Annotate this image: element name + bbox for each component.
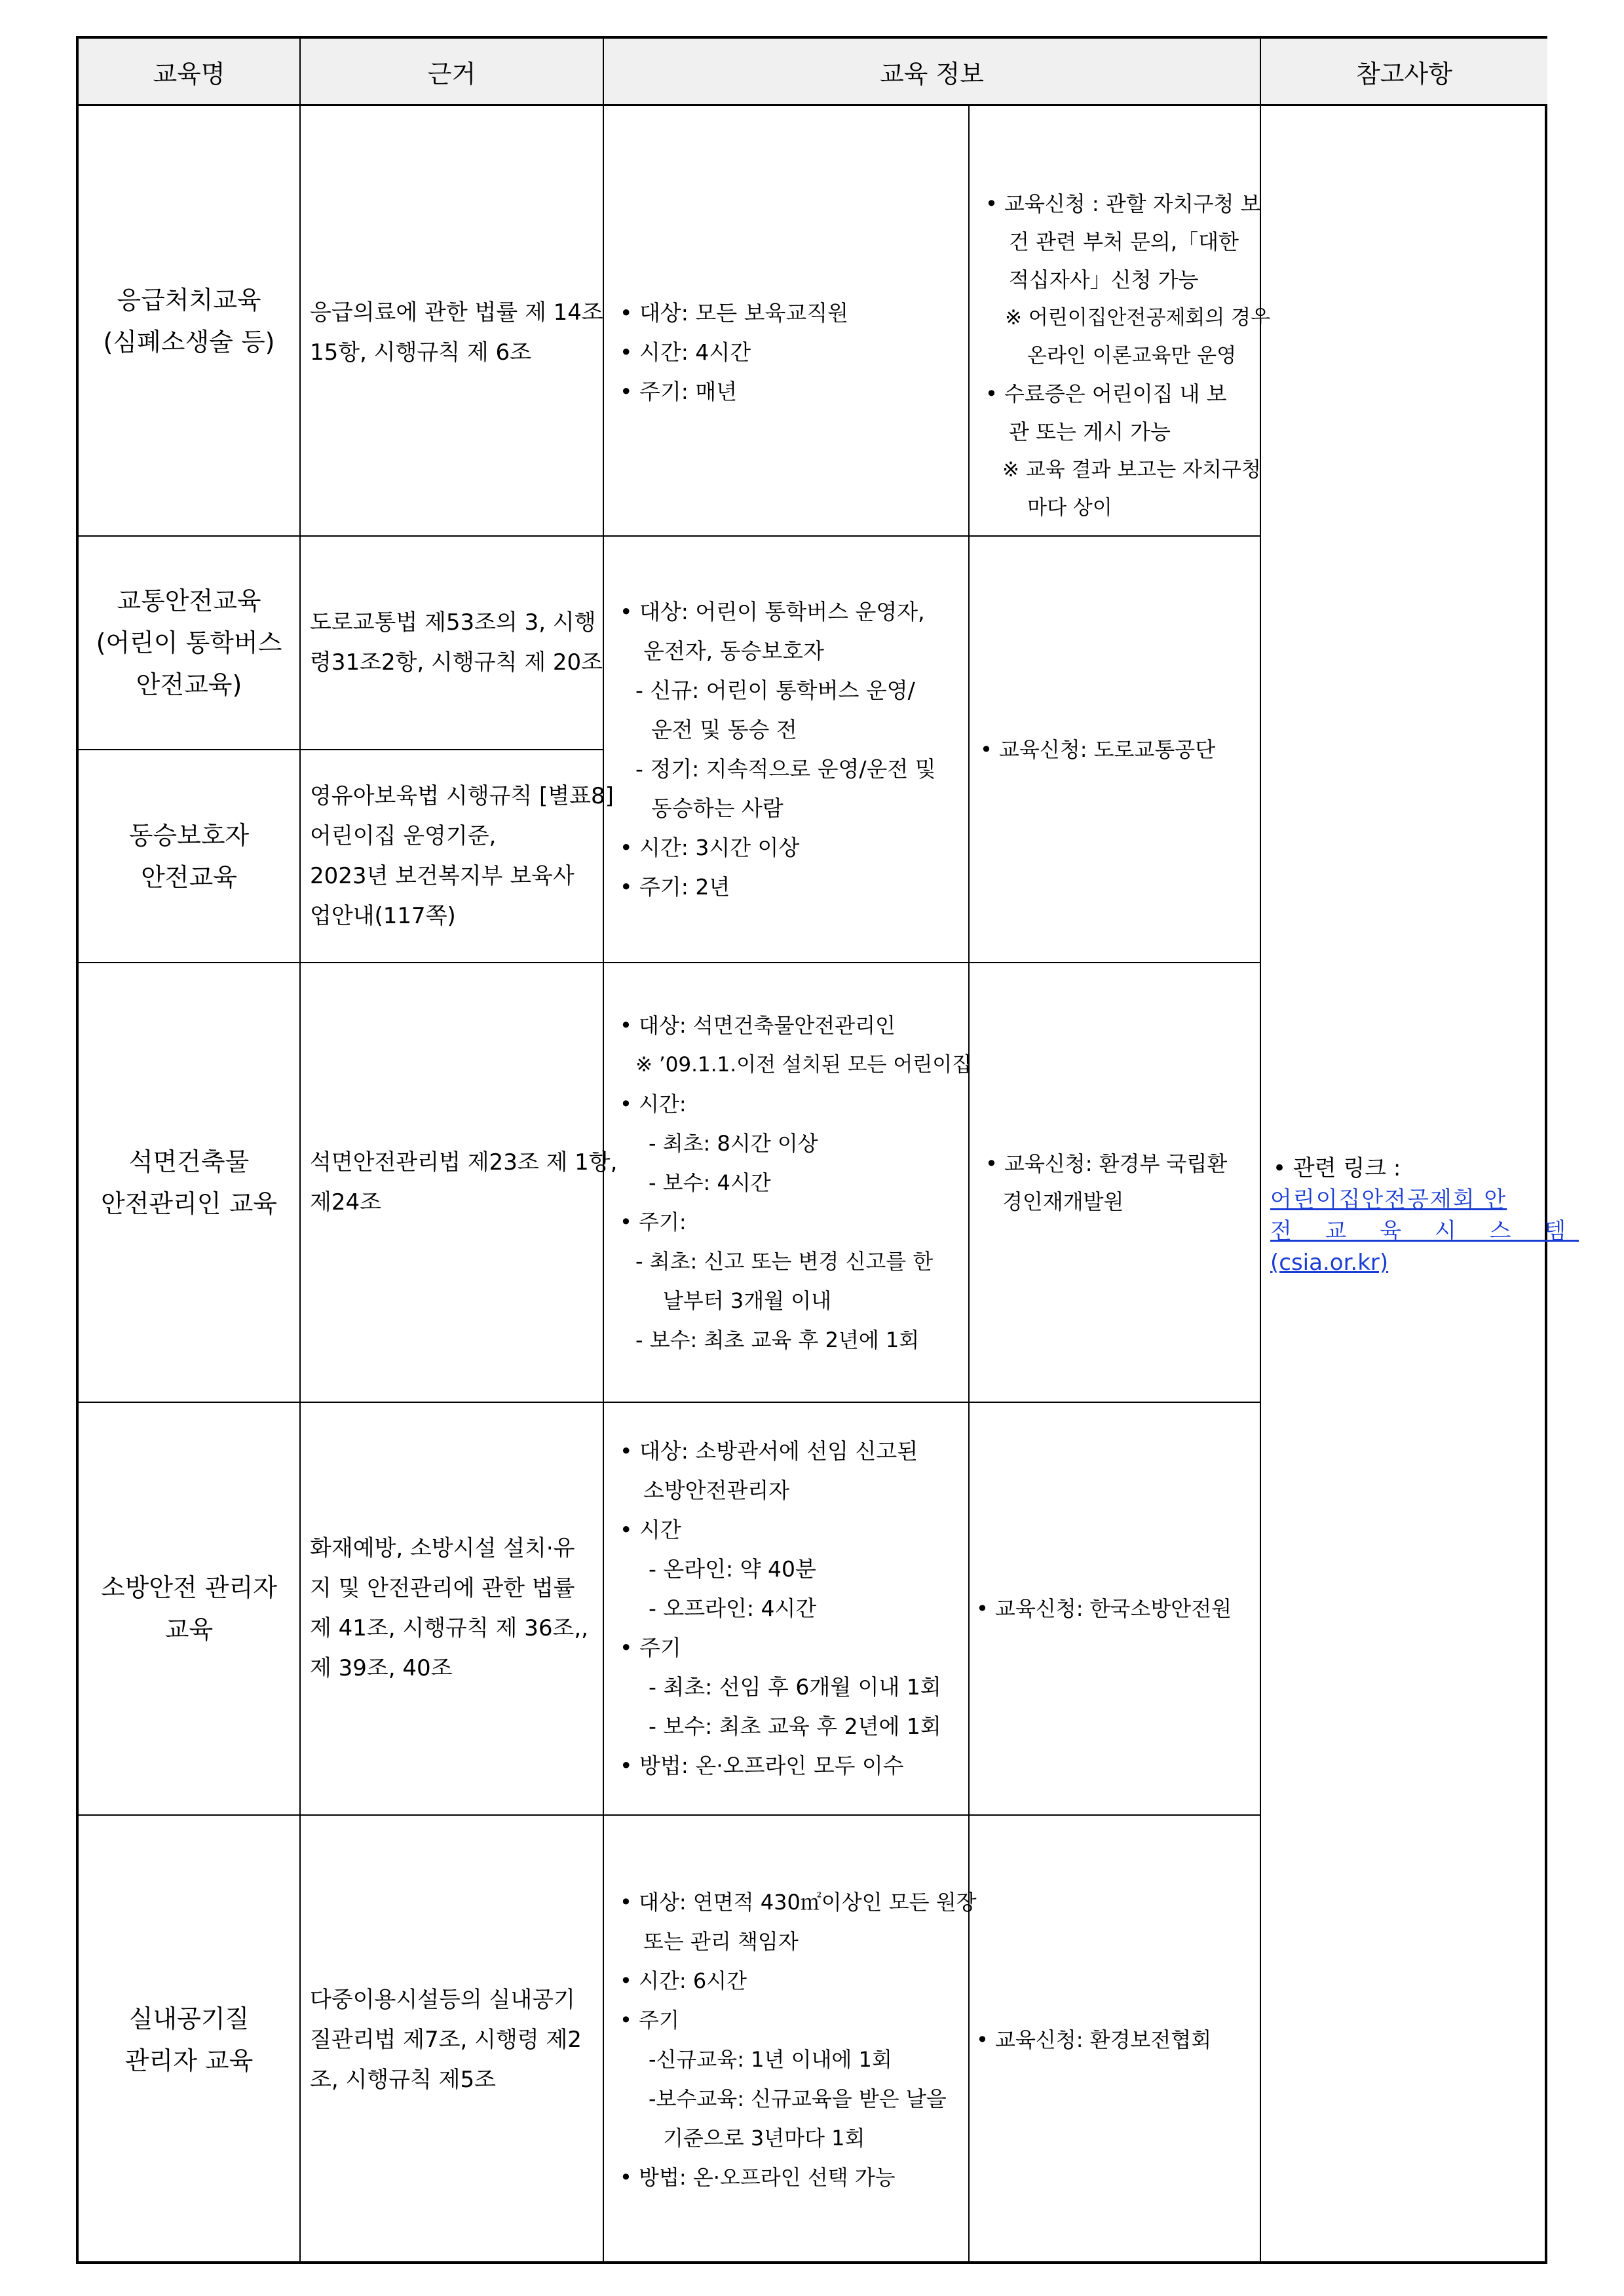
- row-air-name-line2: 관리자 교육: [124, 2046, 254, 2075]
- fire-info-time-online: - 온라인: 약 40분: [649, 1556, 816, 1582]
- row-escort-basis-line4: 업안내(117쪽): [310, 902, 456, 929]
- row-fire-basis-line3: 제 41조, 시행규칙 제 36조,,: [310, 1615, 588, 1641]
- traffic-info-new: - 신규: 어린이 통학버스 운영/: [635, 677, 915, 703]
- row-escort-basis-line3: 2023년 보건복지부 보육사: [310, 862, 575, 889]
- asbestos-info-time: • 시간:: [620, 1091, 687, 1117]
- air-info-cycle: • 주기: [620, 2008, 679, 2033]
- asbestos-info-cycle-first: - 최초: 신고 또는 변경 신고를 한: [635, 1248, 934, 1274]
- row-air-basis-line2: 질관리법 제7조, 시행령 제2: [310, 2026, 582, 2053]
- row-traffic-name-line2: (어린이 통학버스: [96, 628, 282, 657]
- row-fire-basis-line2: 지 및 안전관리에 관한 법률: [310, 1575, 575, 1601]
- row-cpr-info-cycle: • 주기: 매년: [620, 379, 738, 404]
- row-fire-name-line2: 교육: [164, 1615, 214, 1644]
- row-cpr-note-line5: 온라인 이론교육만 운영: [1027, 344, 1237, 368]
- asbestos-info-time-first: - 최초: 8시간 이상: [649, 1130, 818, 1156]
- fire-info-method: • 방법: 온·오프라인 모두 이수: [620, 1753, 904, 1778]
- row-traffic-basis-line1: 도로교통법 제53조의 3, 시행: [310, 609, 596, 636]
- air-info-method: • 방법: 온·오프라인 선택 가능: [620, 2165, 896, 2190]
- reference-link-line2[interactable]: 전 교 육 시 스 템: [1270, 1218, 1579, 1244]
- reference-label: • 관련 링크 :: [1273, 1155, 1401, 1181]
- air-info-target: • 대상: 연면적 430㎡이상인 모든 원장: [620, 1890, 977, 1915]
- row-cpr-note-line4: ※ 어린이집안전공제회의 경우: [1005, 306, 1271, 330]
- row-cpr-basis-line2: 15항, 시행규칙 제 6조: [310, 339, 532, 366]
- row-asbestos-basis: [301, 963, 618, 1403]
- row-cpr-info: [604, 106, 970, 537]
- traffic-info-regular-cont: 동승하는 사람: [651, 795, 784, 821]
- row-traffic-escort-note: [970, 537, 1261, 963]
- row-asbestos-basis-line1: 석면안전관리법 제23조 제 1항,: [310, 1149, 618, 1176]
- reference-link-line1[interactable]: 어린이집안전공제회 안: [1270, 1187, 1507, 1213]
- row-fire-basis-line4: 제 39조, 40조: [310, 1655, 453, 1681]
- traffic-info-regular: - 정기: 지속적으로 운영/운전 및: [635, 756, 936, 782]
- traffic-info-target-cont: 운전자, 동승보호자: [643, 638, 825, 664]
- asbestos-note-line1: • 교육신청: 환경부 국립환: [985, 1151, 1228, 1176]
- fire-info-cycle-first: - 최초: 선임 후 6개월 이내 1회: [649, 1674, 941, 1700]
- asbestos-info-note: ※ ’09.1.1.이전 설치된 모든 어린이집: [635, 1052, 972, 1077]
- row-fire-basis-line1: 화재예방, 소방시설 설치·유: [310, 1535, 575, 1561]
- row-asbestos-note: [970, 963, 1261, 1403]
- header-basis: 근거: [301, 39, 604, 106]
- row-traffic-name-line1: 교통안전교육: [117, 586, 261, 615]
- asbestos-info-cycle-refresh: - 보수: 최초 교육 후 2년에 1회: [635, 1327, 920, 1352]
- row-air-note: [970, 1816, 1261, 2264]
- row-cpr-note-line6: • 수료증은 어린이집 내 보: [985, 381, 1227, 406]
- air-info-cycle-refresh-cont: 기준으로 3년마다 1회: [663, 2126, 865, 2151]
- row-traffic-escort-info: [604, 537, 970, 963]
- asbestos-info-target: • 대상: 석면건축물안전관리인: [620, 1012, 896, 1038]
- air-info-cycle-new: -신규교육: 1년 이내에 1회: [649, 2047, 892, 2072]
- row-traffic-name-line3: 안전교육): [136, 670, 242, 699]
- row-escort-basis: [301, 750, 614, 963]
- row-air-basis: [301, 1816, 604, 2264]
- education-table: [76, 36, 1579, 2264]
- asbestos-note-line2: 경인재개발원: [1002, 1189, 1124, 1214]
- row-asbestos-basis-line2: 제24조: [310, 1189, 381, 1215]
- row-cpr-note-line2: 건 관련 부처 문의,「대한: [1009, 229, 1239, 254]
- air-note-apply: • 교육신청: 환경보전협회: [976, 2027, 1212, 2052]
- row-traffic-name: [79, 537, 301, 750]
- row-escort-basis-line2: 어린이집 운영기준,: [310, 822, 497, 849]
- row-air-name-line1: 실내공기질: [128, 2004, 250, 2033]
- row-fire-info: [604, 1403, 970, 1816]
- reference-cell: [1261, 106, 1579, 2264]
- air-info-cycle-refresh: -보수교육: 신규교육을 받은 날을: [649, 2086, 947, 2111]
- row-cpr-name-line2: (심폐소생술 등): [103, 327, 275, 356]
- row-cpr-basis: [301, 106, 604, 537]
- air-info-target-cont: 또는 관리 책임자: [643, 1929, 799, 1954]
- row-asbestos-name-line1: 석면건축물: [128, 1147, 250, 1176]
- row-cpr-note-line3: 적십자사」신청 가능: [1009, 267, 1199, 292]
- row-air-info: [604, 1816, 977, 2264]
- fire-info-cycle: • 주기: [620, 1635, 681, 1660]
- traffic-note-apply: • 교육신청: 도로교통공단: [980, 737, 1216, 762]
- row-asbestos-info: [604, 963, 970, 1403]
- asbestos-info-time-refresh: - 보수: 4시간: [649, 1170, 771, 1195]
- row-fire-name-line1: 소방안전 관리자: [100, 1573, 278, 1602]
- row-cpr-note: [970, 106, 1271, 537]
- row-fire-basis: [301, 1403, 604, 1816]
- row-fire-name: [79, 1403, 301, 1816]
- header-name: 교육명: [79, 39, 301, 106]
- reference-link-line3[interactable]: (csia.or.kr): [1270, 1250, 1389, 1276]
- row-escort-name-line1: 동승보호자: [128, 820, 250, 850]
- asbestos-info-cycle-first-cont: 날부터 3개월 이내: [663, 1288, 832, 1313]
- row-escort-name: [79, 750, 301, 963]
- fire-info-cycle-refresh: - 보수: 최초 교육 후 2년에 1회: [649, 1713, 941, 1739]
- row-fire-note: [970, 1403, 1261, 1816]
- row-escort-basis-line1: 영유아보육법 시행규칙 [별표8]: [310, 782, 614, 809]
- row-cpr-note-line9: 마다 상이: [1027, 496, 1112, 520]
- fire-note-apply: • 교육신청: 한국소방안전원: [976, 1596, 1232, 1621]
- traffic-info-time: • 시간: 3시간 이상: [620, 834, 800, 860]
- row-asbestos-name-line2: 안전관리인 교육: [100, 1189, 278, 1218]
- row-air-basis-line1: 다중이용시설등의 실내공기: [310, 1986, 575, 2013]
- row-air-basis-line3: 조, 시행규칙 제5조: [310, 2066, 496, 2093]
- header-info: 교육 정보: [604, 39, 1261, 106]
- header-note: 참고사항: [1261, 39, 1547, 106]
- row-traffic-basis: [301, 537, 604, 750]
- row-cpr-note-line8: ※ 교육 결과 보고는 자치구청: [1002, 458, 1261, 482]
- row-cpr-info-target: • 대상: 모든 보육교직원: [620, 300, 848, 326]
- row-cpr-note-line7: 관 또는 게시 가능: [1009, 419, 1171, 444]
- air-info-time: • 시간: 6시간: [620, 1968, 747, 1993]
- fire-info-target-cont: 소방안전관리자: [643, 1478, 790, 1503]
- traffic-info-cycle: • 주기: 2년: [620, 873, 730, 900]
- row-cpr-note-line1: • 교육신청 : 관할 자치구청 보: [985, 191, 1261, 216]
- row-escort-name-line2: 안전교육: [141, 862, 237, 892]
- traffic-info-new-cont: 운전 및 동승 전: [651, 716, 797, 742]
- fire-info-time-offline: - 오프라인: 4시간: [649, 1596, 817, 1621]
- asbestos-info-cycle: • 주기:: [620, 1209, 687, 1234]
- row-traffic-basis-line2: 령31조2항, 시행규칙 제 20조: [310, 649, 603, 676]
- row-cpr-basis-line1: 응급의료에 관한 법률 제 14조: [310, 299, 603, 326]
- row-air-name: [79, 1816, 301, 2264]
- row-asbestos-name: [79, 963, 301, 1403]
- row-cpr-info-time: • 시간: 4시간: [620, 339, 751, 365]
- fire-info-target: • 대상: 소방관서에 선임 신고된: [620, 1438, 918, 1464]
- row-cpr-name: [79, 106, 301, 537]
- fire-info-time: • 시간: [620, 1517, 681, 1542]
- traffic-info-target: • 대상: 어린이 통학버스 운영자,: [620, 598, 925, 624]
- row-cpr-name-line1: 응급처치교육: [117, 285, 261, 315]
